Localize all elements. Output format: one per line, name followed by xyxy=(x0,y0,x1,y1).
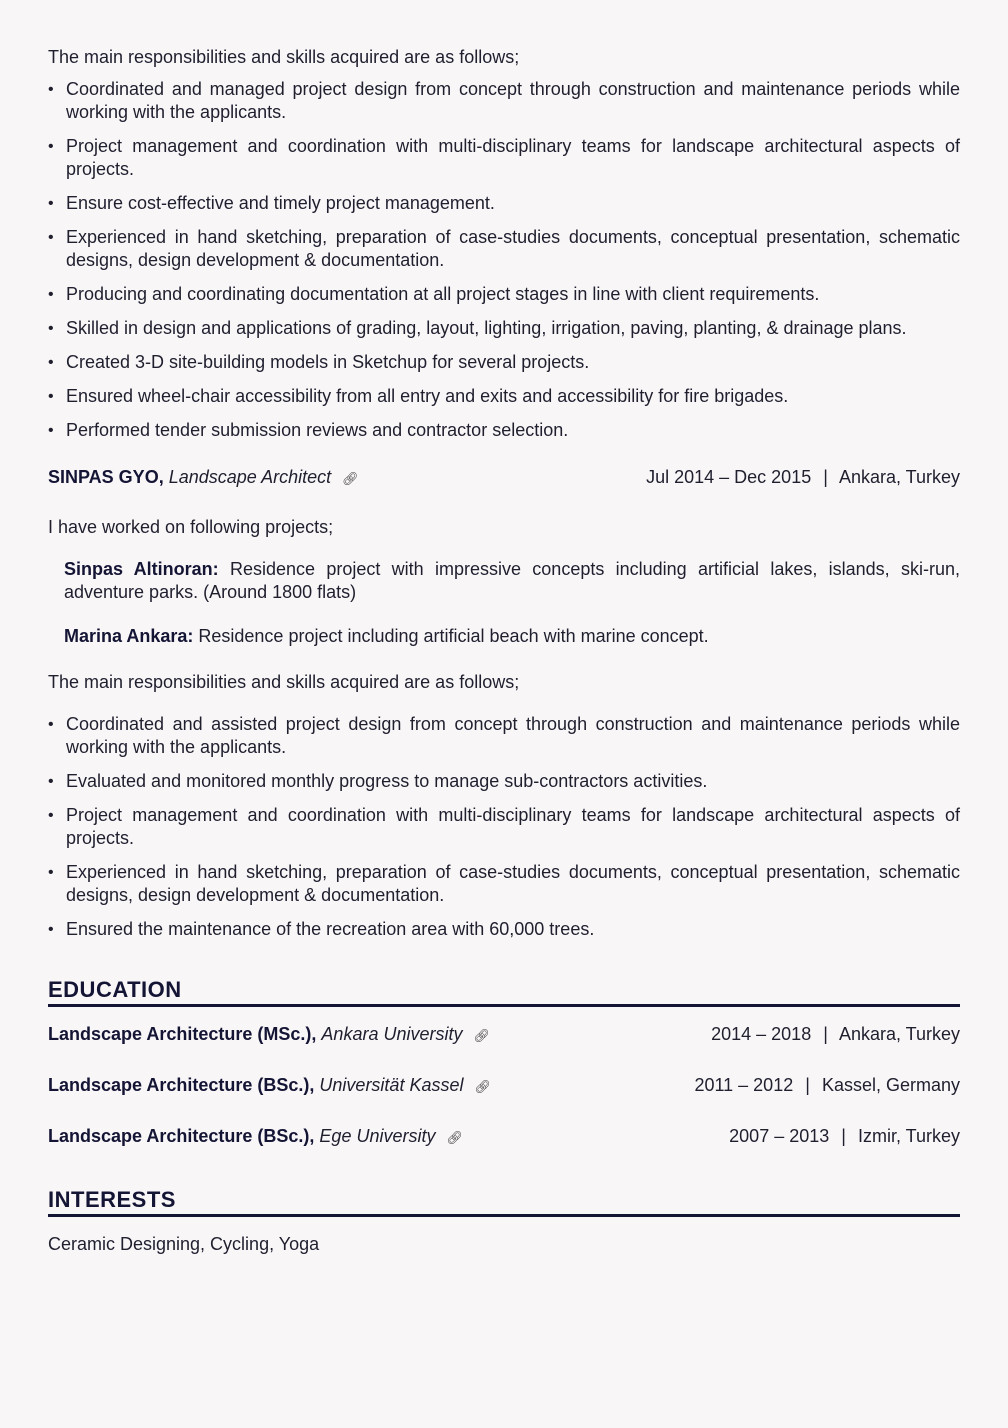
education-location: Ankara, Turkey xyxy=(838,1024,960,1044)
school-name: Ege University xyxy=(319,1126,436,1146)
separator: | xyxy=(823,467,828,487)
education-item xyxy=(48,1123,960,1151)
job-title-group xyxy=(48,464,359,492)
employer-name: SINPAS GYO, xyxy=(48,467,164,487)
list-item: • Performed tender submission reviews and contractor selection. xyxy=(48,419,960,442)
link-icon[interactable]: 🔗︎ xyxy=(446,1130,463,1145)
list-item: • Ensured the maintenance of the recreation area with 60,000 trees. xyxy=(48,918,960,941)
education-meta xyxy=(729,1123,960,1149)
project-name: Sinpas Altinoran: xyxy=(64,559,219,579)
education-location: Izmir, Turkey xyxy=(857,1126,960,1146)
link-icon[interactable]: 🔗︎ xyxy=(474,1079,492,1094)
education-meta xyxy=(711,1021,960,1047)
job-role: Landscape Architect xyxy=(168,467,332,487)
education-item xyxy=(48,1072,960,1100)
education-dates: 2007 – 2013 xyxy=(729,1126,830,1146)
list-item: • Coordinated and assisted project design from concept through construction and maintenance periods while working with the applicants. xyxy=(48,713,960,759)
list-item: • Project management and coordination with multi-disciplinary teams for landscape architectural aspects of projects. xyxy=(48,135,960,181)
responsibilities-intro: The main responsibilities and skills acquired are as follows; xyxy=(48,672,520,692)
degree-name: Landscape Architecture (BSc.), xyxy=(48,1126,315,1146)
list-item: • Experienced in hand sketching, preparation of case-studies documents, conceptual presentation, schematic designs, design development & documentation. xyxy=(48,861,960,907)
education-title-group xyxy=(48,1123,463,1151)
project-desc: Residence project including artificial beach with marine concept. xyxy=(198,626,709,646)
school-name: Universität Kassel xyxy=(319,1075,464,1095)
responsibilities-intro: The main responsibilities and skills acquired are as follows; xyxy=(48,47,520,67)
education-heading: EDUCATION xyxy=(48,977,960,1007)
list-item: • Ensure cost-effective and timely project management. xyxy=(48,192,960,215)
list-item: • Coordinated and managed project design from concept through construction and maintenance periods while working with the applicants. xyxy=(48,78,960,124)
project-item xyxy=(64,625,960,648)
separator: | xyxy=(805,1075,810,1095)
list-item: • Ensured wheel-chair accessibility from all entry and exits and accessibility for fire brigades. xyxy=(48,385,960,408)
list-item: • Skilled in design and applications of grading, layout, lighting, irrigation, paving, planting, & drainage plans. xyxy=(48,317,960,340)
responsibilities-list xyxy=(48,713,960,941)
project-item xyxy=(64,558,960,604)
separator: | xyxy=(823,1024,828,1044)
school-name: Ankara University xyxy=(321,1024,463,1044)
link-icon[interactable]: 🔗︎ xyxy=(342,471,359,486)
education-meta xyxy=(694,1072,960,1098)
list-item: • Experienced in hand sketching, preparation of case-studies documents, conceptual presentation, schematic designs, design development & documentation. xyxy=(48,226,960,272)
interests-text: Ceramic Designing, Cycling, Yoga xyxy=(48,1234,320,1254)
education-title-group xyxy=(48,1072,491,1100)
job-header xyxy=(48,464,960,492)
job-dates: Jul 2014 – Dec 2015 xyxy=(646,467,812,487)
education-location: Kassel, Germany xyxy=(821,1075,960,1095)
list-item: • Project management and coordination with multi-disciplinary teams for landscape architectural aspects of projects. xyxy=(48,804,960,850)
project-desc: Residence project with impressive concepts including artificial lakes, islands, ski-run, adventure parks. (Around 1800 flats) xyxy=(64,559,960,602)
list-item: • Evaluated and monitored monthly progress to manage sub-contractors activities. xyxy=(48,770,960,793)
link-icon[interactable]: 🔗︎ xyxy=(473,1028,490,1043)
job-location: Ankara, Turkey xyxy=(838,467,960,487)
separator: | xyxy=(841,1126,846,1146)
project-name: Marina Ankara: xyxy=(64,626,194,646)
education-dates: 2014 – 2018 xyxy=(711,1024,812,1044)
responsibilities-list xyxy=(48,78,960,442)
job-meta xyxy=(646,464,960,490)
degree-name: Landscape Architecture (BSc.), xyxy=(48,1075,315,1095)
degree-name: Landscape Architecture (MSc.), xyxy=(48,1024,317,1044)
education-dates: 2011 – 2012 xyxy=(694,1075,794,1095)
education-title-group xyxy=(48,1021,490,1049)
list-item: • Created 3-D site-building models in Sketchup for several projects. xyxy=(48,351,960,374)
projects-intro: I have worked on following projects; xyxy=(48,517,334,537)
list-item: • Producing and coordinating documentation at all project stages in line with client requirements. xyxy=(48,283,960,306)
education-item xyxy=(48,1021,960,1049)
interests-heading: INTERESTS xyxy=(48,1187,960,1217)
